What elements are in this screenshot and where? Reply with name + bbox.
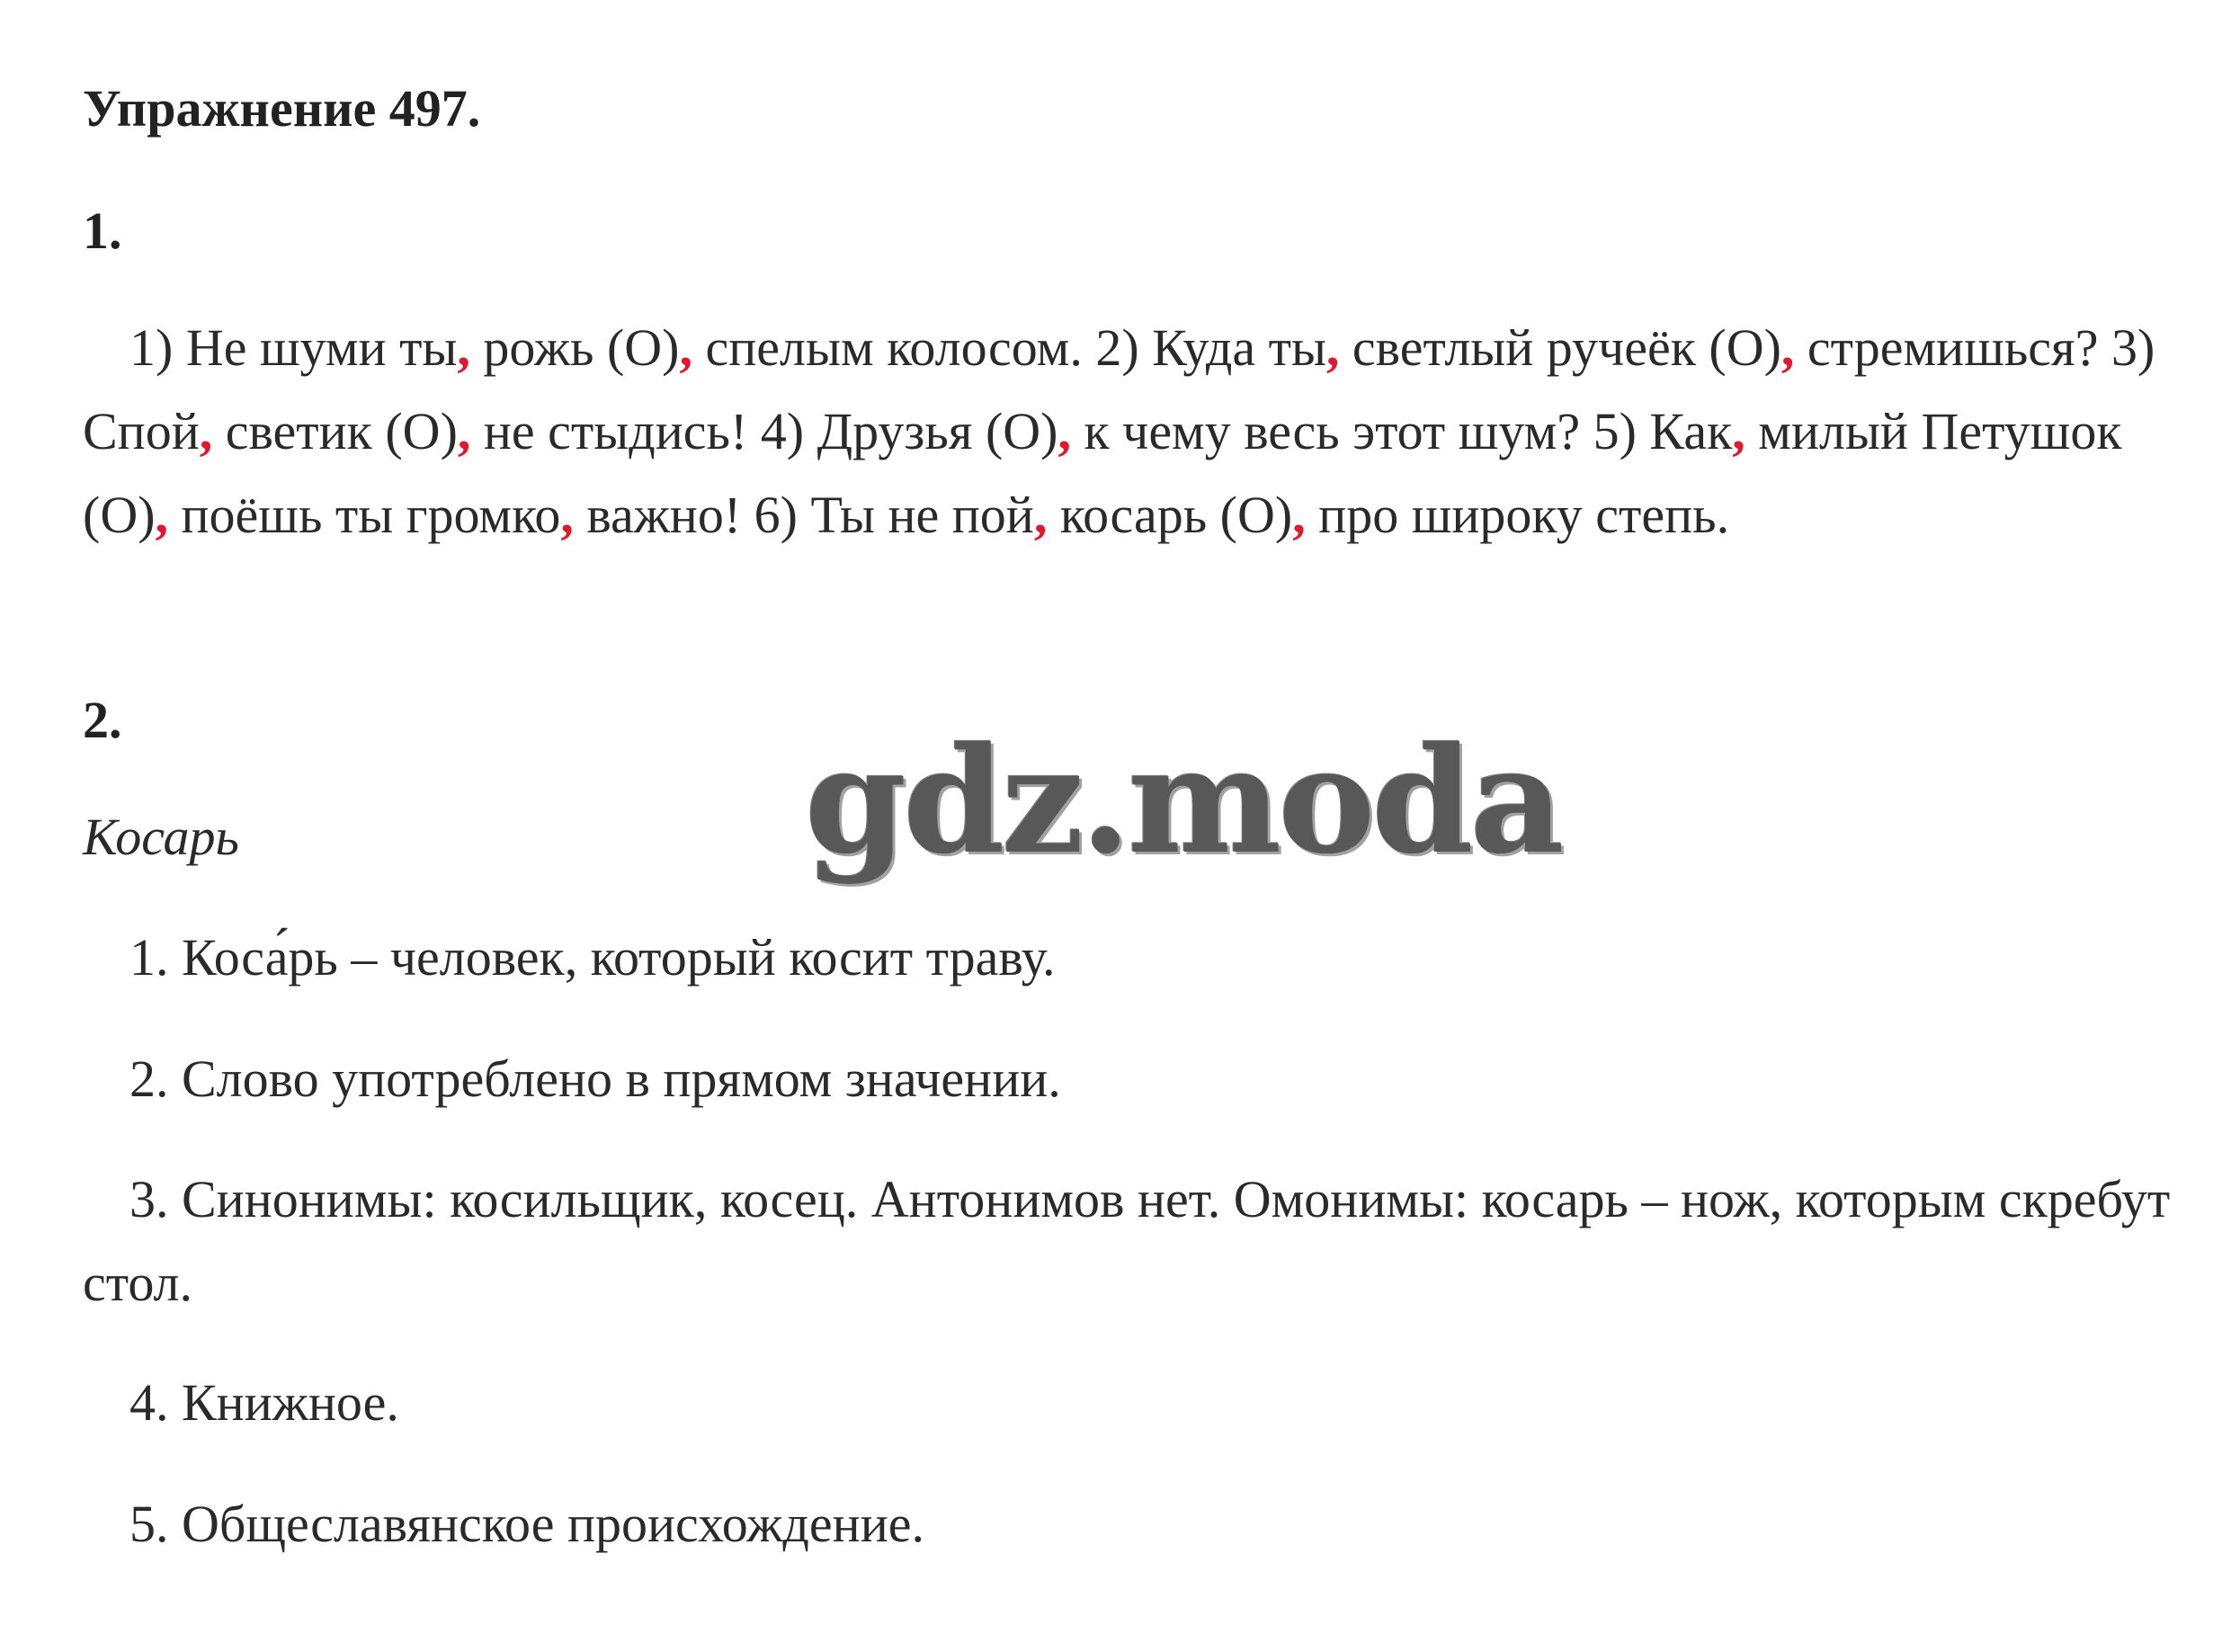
- highlighted-comma: ,: [679, 318, 693, 377]
- definition-item-4: 4. Книжное.: [129, 1373, 399, 1432]
- definition-item-2: 2. Слово употреблено в прямом значении.: [129, 1049, 1061, 1108]
- highlighted-comma: ,: [1732, 402, 1745, 460]
- sentence-fragment: поёшь ты громко: [168, 486, 561, 544]
- sentence-fragment: к чему весь этот шум? 5) Как: [1070, 402, 1733, 460]
- sentence-fragment: милый Петушок (О): [83, 402, 2122, 544]
- highlighted-comma: ,: [199, 402, 213, 460]
- sentence-fragment: спелым колосом. 2) Куда ты: [692, 318, 1326, 377]
- sentence-fragment: светлый ручеёк (О): [1339, 318, 1781, 377]
- highlighted-comma: ,: [457, 318, 470, 377]
- highlighted-comma: ,: [1033, 486, 1048, 544]
- section-2-word: Косарь: [83, 808, 239, 866]
- section-1-text: [83, 306, 2178, 557]
- sentence-fragment: стремишься? 3) Спой: [83, 318, 2155, 460]
- highlighted-comma: ,: [1325, 318, 1340, 377]
- sentence-fragment: про широку степь.: [1305, 486, 1730, 544]
- highlighted-comma: ,: [1780, 318, 1795, 377]
- section-2-label: 2.: [83, 691, 122, 749]
- exercise-title: Упражнение 497.: [83, 79, 481, 138]
- highlighted-comma: ,: [457, 402, 471, 460]
- sentence-fragment: рожь (О): [469, 318, 680, 377]
- highlighted-comma: ,: [155, 486, 169, 544]
- sentence-fragment: важно! 6) Ты не пой: [573, 486, 1034, 544]
- sentence-fragment: светик (О): [212, 402, 458, 460]
- highlighted-comma: ,: [560, 486, 574, 544]
- sentence-fragment: 1) Не шуми ты: [129, 318, 458, 377]
- gdz-moda-watermark: gdz.moda: [805, 716, 1561, 887]
- highlighted-comma: ,: [1057, 402, 1071, 460]
- definition-item-5: 5. Общеславянское происхождение.: [129, 1495, 924, 1553]
- definition-item-3: 3. Синонимы: косильщик, косец. Антонимов нет. Омонимы: косарь – нож, которым скребут стол.: [83, 1170, 2171, 1312]
- definition-item-1: 1. Коса́рь – человек, который косит траву.: [129, 928, 1056, 987]
- section-1-label: 1.: [83, 201, 122, 260]
- highlighted-comma: ,: [1292, 486, 1306, 544]
- sentence-fragment: косарь (О): [1047, 486, 1293, 544]
- sentence-fragment: не стыдись! 4) Друзья (О): [470, 402, 1058, 460]
